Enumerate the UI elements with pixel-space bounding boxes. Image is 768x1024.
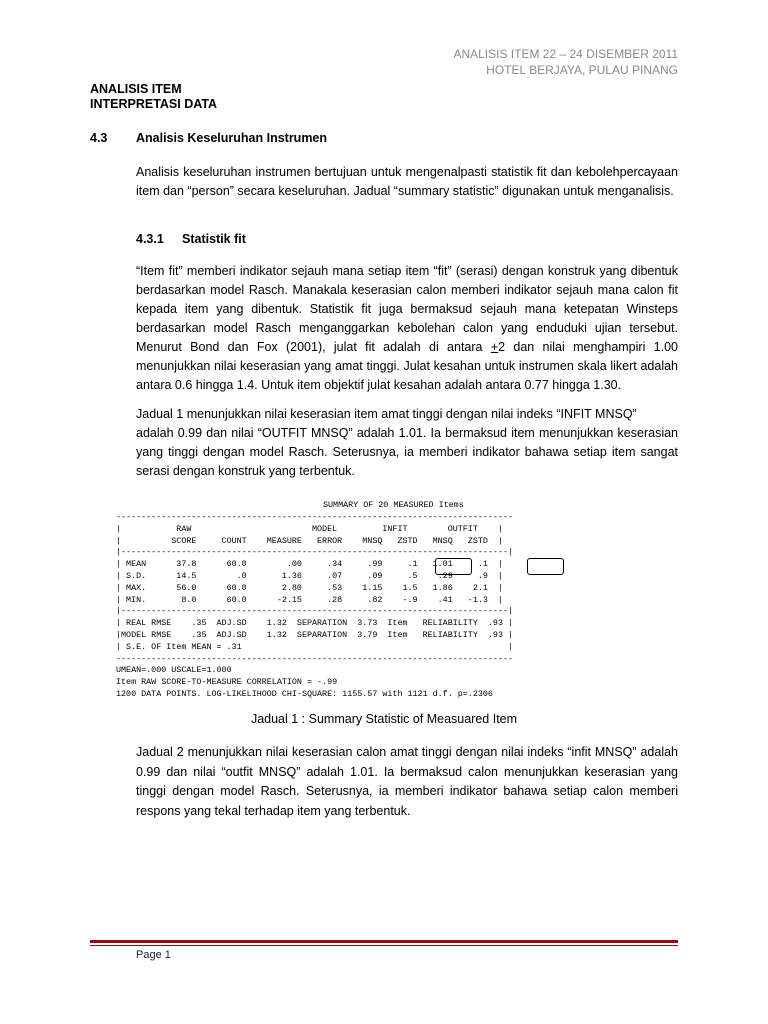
table-real-rmse: | REAL RMSE .35 ADJ.SD 1.32 SEPARATION 3.73 Item RELIABILITY .93 |	[116, 618, 514, 629]
infit-mnsq-highlight	[435, 558, 472, 575]
table-row-mean: | MEAN 37.8 60.0 .00 .34 .99 .1 1.01 .1 |	[116, 559, 503, 570]
table-se-mean: | S.E. OF Item MEAN = .31 |	[116, 641, 514, 652]
outfit-mnsq-highlight	[527, 558, 564, 575]
table-separator: |-----------------------------------------------------------------------------|	[116, 547, 514, 558]
table-row-sd: | S.D. 14.5 .0 1.36 .07 .09 .5 .29 .9 |	[116, 570, 503, 581]
page-number: Page 1	[136, 949, 171, 961]
header-event-line: ANALISIS ITEM 22 – 24 DISEMBER 2011	[453, 47, 678, 61]
table1-paragraph-line1: Jadual 1 menunjukkan nilai keserasian item amat tinggi dengan nilai indeks “INFIT MNSQ”	[136, 407, 637, 421]
table-umean: UMEAN=.000 USCALE=1.000	[116, 665, 232, 676]
table-rule-top: -------------------------------------------------------------------------------	[116, 512, 514, 522]
title-line-2: INTERPRETASI DATA	[90, 97, 218, 111]
subsection-title: Statistik fit	[182, 232, 246, 246]
table-header-row2: | SCORE COUNT MEASURE ERROR MNSQ ZSTD MNSQ ZSTD |	[116, 535, 503, 546]
running-header	[453, 46, 678, 78]
footer-rule-thick	[90, 940, 678, 943]
table-heading: SUMMARY OF 20 MEASURED Items	[323, 500, 464, 510]
table-chi-square: 1200 DATA POINTS. LOG-LIKELIHOOD CHI-SQUARE: 1155.57 with 1121 d.f. p=.2306	[116, 688, 493, 699]
table-model-rmse: |MODEL RMSE .35 ADJ.SD 1.32 SEPARATION 3.79 Item RELIABILITY .93 |	[116, 629, 514, 640]
summary-statistics-table	[116, 512, 513, 701]
fit-paragraph	[136, 262, 678, 395]
table-caption: Jadual 1 : Summary Statistic of Measuared Item	[250, 712, 518, 726]
table1-paragraph-line2: adalah 0.99 dan nilai “OUTFIT MNSQ” adalah 1.01. Ia bermaksud item menunjukkan keserasian yang tinggi dengan model Rasch. Seterusnya, ia memberi indikator bahawa setiap item sangat serasi dengan konstruk yang terbentuk.	[136, 426, 678, 478]
footer-rule-thin	[90, 945, 678, 946]
table-separator-2: |-----------------------------------------------------------------------------|	[116, 606, 514, 617]
section-title: Analisis Keseluruhan Instrumen	[136, 131, 328, 145]
person-fit-paragraph: Jadual 2 menunjukkan nilai keserasian calon amat tinggi dengan nilai indeks “infit MNSQ” adalah 0.99 dan nilai “outfit MNSQ” adalah 1.01. Ia bermaksud calon menunjukkan keserasian yang tinggi dengan model Rasch. Seterusnya, ia memberi indikator bahawa setiap calon memberi respons yang tekal terhadap item yang terbentuk.	[136, 745, 678, 818]
header-venue-line: HOTEL BERJAYA, PULAU PINANG	[486, 63, 678, 77]
subsection-number: 4.3.1	[136, 232, 164, 246]
table-rule-bottom: -------------------------------------------------------------------------------	[116, 653, 514, 664]
fit-paragraph-text-a: “Item fit” memberi indikator sejauh mana setiap item “fit” (serasi) dengan konstruk yang dibentuk berdasarkan model Rasch. Manakala keserasian calon memberi indikator sejauh mana calon fit kepada item yang dibentuk. Statistik fit juga bermaksud sejauh mana ketepatan Winsteps berdasarkan model Rasch menganggarkan kebolehan calon yang enduduki ujian tersebut. Menurut Bond dan Fox (2001), julat fit adalah di antara	[136, 264, 678, 354]
table-header-row1: | RAW MODEL INFIT OUTFIT |	[116, 523, 503, 534]
plus-minus-sign: +	[490, 340, 499, 354]
fit-paragraph-text-b: 2 dan nilai menghampiri 1.00 menunjukkan nilai keserasian yang amat tinggi. Julat kesahan untuk instrumen skala likert adalah antara 0.6 hingga 1.4. Untuk item objektif julat kesahan adalah antara 0.77 hingga 1.30.	[136, 340, 678, 392]
table-row-max: | MAX. 56.0 60.0 2.80 .53 1.15 1.5 1.86 2.1 |	[116, 582, 503, 593]
document-title	[90, 82, 217, 112]
section-number: 4.3	[90, 131, 108, 145]
table1-paragraph	[136, 405, 678, 481]
title-line-1: ANALISIS ITEM	[90, 82, 182, 96]
subsection-heading	[136, 232, 246, 246]
table-row-min: | MIN. 8.0 60.0 -2.15 .28 .82 -.9 .41 -1.3 |	[116, 594, 503, 605]
table-correlation: Item RAW SCORE-TO-MEASURE CORRELATION = -.99	[116, 677, 338, 688]
section-intro-paragraph: Analisis keseluruhan instrumen bertujuan untuk mengenalpasti statistik fit dan kebolehpercayaan item dan “person” secara keseluruhan. Jadual “summary statistic” digunakan untuk menganalisis.	[136, 165, 678, 198]
